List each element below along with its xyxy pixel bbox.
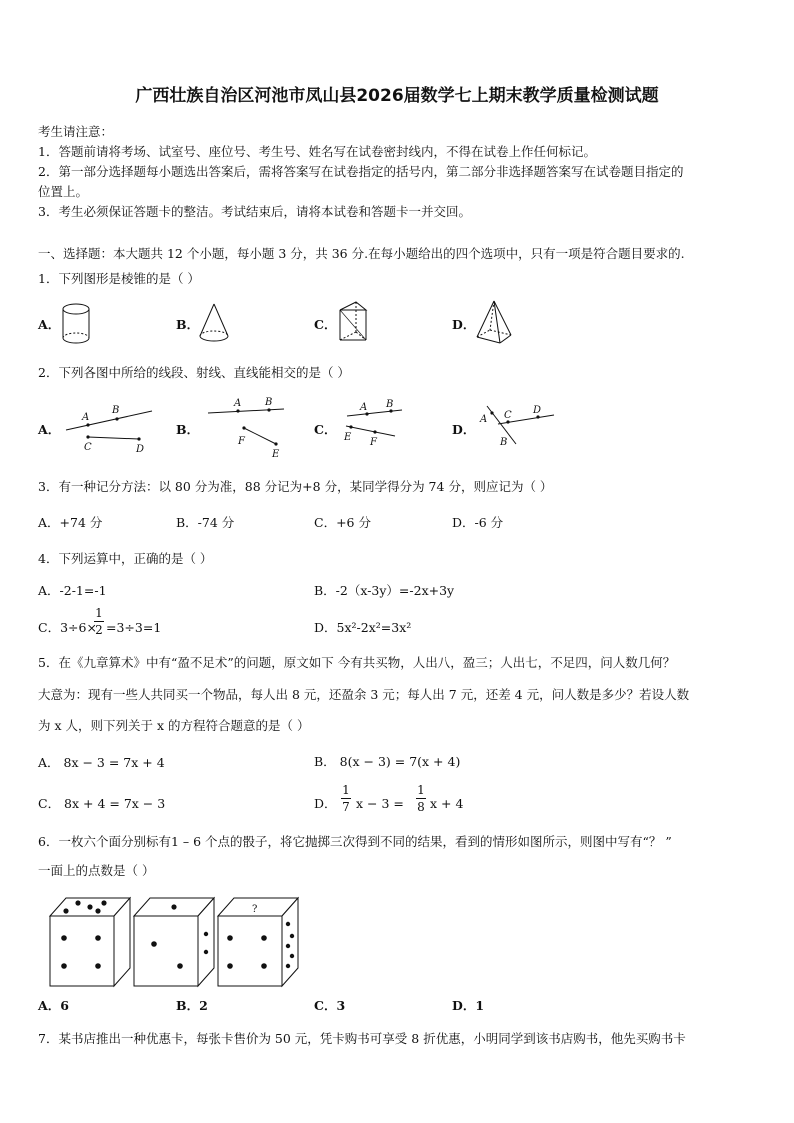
question-3-stem: 3．有一种记分方法：以 80 分为准，88 分记为+8 分，某同学得分为 74 分，则应记为（ ） xyxy=(38,479,553,494)
dice-figure xyxy=(44,894,314,990)
q6-option-b: B．2 xyxy=(176,998,208,1013)
die-1 xyxy=(50,898,130,986)
label-a: A xyxy=(480,414,488,425)
q2-figure-a xyxy=(64,398,164,458)
cylinder-figure xyxy=(60,302,94,348)
notice-line: 2．第一部分选择题每小题选出答案后，需将答案写在试卷指定的括号内，第二部分非选择题答案写在试卷题目指定的 xyxy=(38,164,684,179)
label-e: E xyxy=(344,432,352,443)
q5-option-d-middle: x − 3 = xyxy=(356,796,404,811)
label-b: B xyxy=(265,397,273,408)
label-a: A xyxy=(234,398,242,409)
q5-option-b: B． 8(x − 3) = 7(x + 4) xyxy=(314,754,461,769)
q2-option-b: B． xyxy=(176,422,200,437)
q2-option-c: C． xyxy=(314,422,337,437)
question-5-line: 5．在《九章算术》中有“盈不足术”的问题，原文如下 今有共买物，人出八，盈三；人出七，不足四，问人数几何？ xyxy=(38,655,676,670)
q2-figure-b xyxy=(206,396,296,462)
question-6-line: 6．一枚六个面分别标有1 – 6 个点的骰子，将它抛掷三次得到不同的结果，看到的情形如图所示，则图中写有“？ ” xyxy=(38,834,672,849)
q2-option-d: D． xyxy=(452,422,476,437)
q2-option-a: A． xyxy=(38,422,61,437)
q5-option-a: A． 8x − 3 = 7x + 4 xyxy=(38,755,165,770)
q1-option-b: B． xyxy=(176,317,200,332)
section-heading: 一、选择题：本大题共 12 个小题，每小题 3 分，共 36 分.在每小题给出的四个选项中，只有一项是符合题目要求的. xyxy=(38,246,685,261)
label-d: D xyxy=(533,405,542,416)
q6-option-c: C．3 xyxy=(314,998,346,1013)
q5-option-d-numerator-2: 1 xyxy=(417,783,425,797)
q5-option-d-suffix: x + 4 xyxy=(430,796,464,811)
q3-option-b: B．-74 分 xyxy=(176,515,235,530)
q4-option-c-denominator: 2 xyxy=(95,623,103,637)
fraction-bar xyxy=(341,798,351,799)
q6-option-a: A．6 xyxy=(38,998,69,1013)
label-e: E xyxy=(272,449,280,460)
die-2 xyxy=(134,898,214,986)
notice-line: 1．答题前请将考场、试室号、座位号、考生号、姓名写在试卷密封线内，不得在试卷上作任何标记。 xyxy=(38,144,596,159)
question-5-line: 为 x 人，则下列关于 x 的方程符合题意的是（ ） xyxy=(38,718,310,733)
q4-option-a: A．-2-1=-1 xyxy=(38,583,107,598)
question-2-stem: 2．下列各图中所给的线段、射线、直线能相交的是（ ） xyxy=(38,365,350,380)
q1-option-a: A． xyxy=(38,317,61,332)
q5-option-d-prefix: D． xyxy=(314,796,337,811)
q2-figure-d xyxy=(476,398,566,452)
page-title: 广西壮族自治区河池市凤山县2026届数学七上期末教学质量检测试题 xyxy=(135,86,659,106)
q1-option-c: C． xyxy=(314,317,337,332)
label-b: B xyxy=(112,405,120,416)
q4-option-b: B．-2（x-3y）=-2x+3y xyxy=(314,583,455,598)
label-d: D xyxy=(136,444,145,455)
q5-option-d-denominator-2: 8 xyxy=(417,800,425,814)
label-f: F xyxy=(238,436,245,447)
label-b: B xyxy=(500,437,508,448)
triangular-prism-figure xyxy=(336,300,372,348)
fraction-bar xyxy=(416,798,426,799)
q5-option-d-denominator: 7 xyxy=(342,800,350,814)
notice-line: 位置上。 xyxy=(38,184,89,199)
label-c: C xyxy=(84,442,92,453)
q3-option-c: C．+6 分 xyxy=(314,515,371,530)
question-4-stem: 4．下列运算中，正确的是（ ） xyxy=(38,551,213,566)
question-mark: ? xyxy=(252,904,258,915)
q6-option-d: D．1 xyxy=(452,998,485,1013)
question-5-line: 大意为：现有一些人共同买一个物品，每人出 8 元，还盈余 3 元；每人出 7 元，还差 4 元，问人数是多少？若设人数 xyxy=(38,687,690,702)
notice-line: 3．考生必须保证答题卡的整洁。考试结束后，请将本试卷和答题卡一并交回。 xyxy=(38,204,471,219)
q2-figure-c xyxy=(342,398,412,454)
pyramid-figure xyxy=(474,299,514,349)
cone-figure xyxy=(197,302,233,348)
q1-option-d: D． xyxy=(452,317,476,332)
question-6-line: 一面上的点数是（ ） xyxy=(38,863,155,878)
question-7-line: 7．某书店推出一种优惠卡，每张卡售价为 50 元，凭卡购书可享受 8 折优惠，小明同学到该书店购书，他先买购书卡 xyxy=(38,1031,686,1046)
label-a: A xyxy=(360,402,368,413)
question-1-stem: 1．下列图形是棱锥的是（ ） xyxy=(38,271,200,286)
q4-option-c-numerator: 1 xyxy=(95,606,103,620)
die-3 xyxy=(218,898,298,986)
fraction-bar xyxy=(94,621,104,622)
q3-option-a: A．+74 分 xyxy=(38,515,103,530)
q4-option-c-prefix: C．3÷6× xyxy=(38,620,97,635)
label-a: A xyxy=(82,412,90,423)
label-c: C xyxy=(504,410,512,421)
q4-option-d: D．5x²-2x²=3x² xyxy=(314,620,412,635)
q3-option-d: D．-6 分 xyxy=(452,515,504,530)
q4-option-c-suffix: =3÷3=1 xyxy=(106,620,162,635)
label-f: F xyxy=(370,437,377,448)
q5-option-c: C． 8x + 4 = 7x − 3 xyxy=(38,796,166,811)
q5-option-d-numerator: 1 xyxy=(342,783,350,797)
notice-heading: 考生请注意： xyxy=(38,124,114,139)
label-b: B xyxy=(386,399,394,410)
